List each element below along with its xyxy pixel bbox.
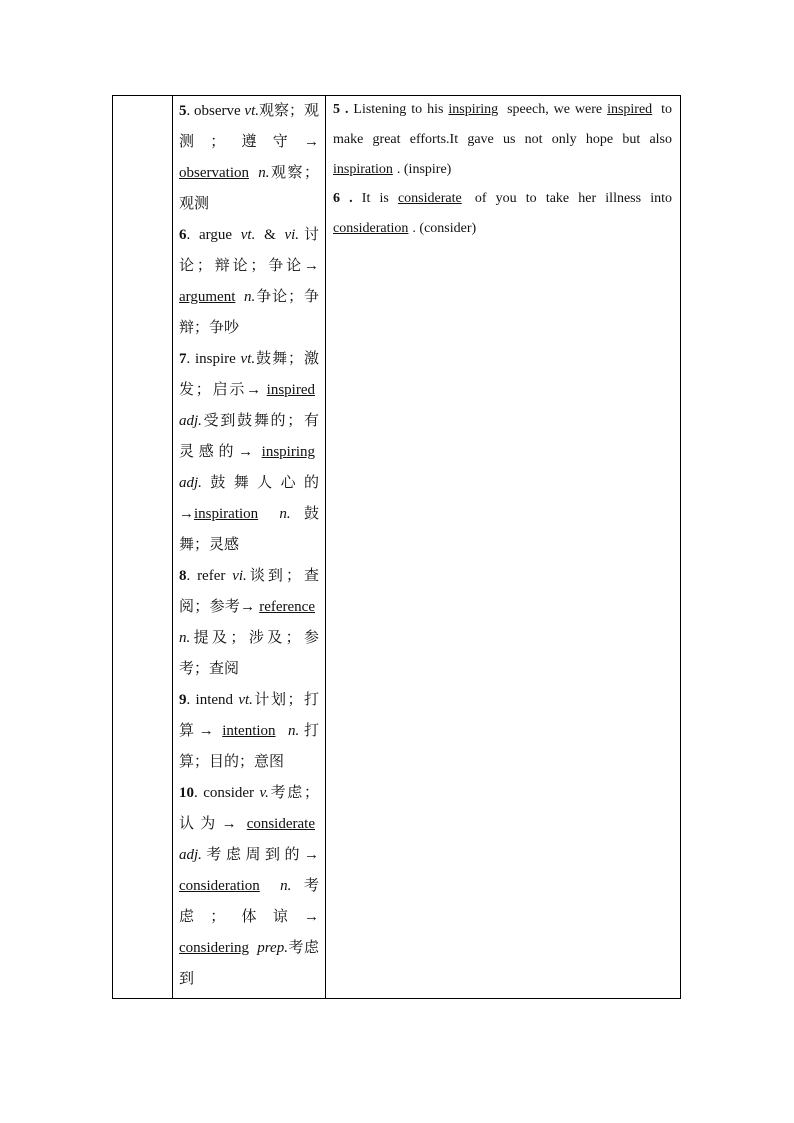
answer-blank: argument — [179, 289, 236, 305]
answer-blank: inspired — [266, 382, 315, 398]
vocab-entry-10: 10. consider v.考虑；认为→ considerate adj.考虑周到的→ consideration n.考虑；体谅→ considering prep.考虑到 — [179, 785, 320, 987]
answer-blank: considering — [179, 940, 249, 956]
answer-blank: consideration — [333, 221, 409, 236]
vocabulary-column — [173, 96, 326, 998]
sentence-6: 6 . It is considerate of you to take her illness into consideration . (consider) — [333, 191, 672, 236]
vocab-entry-6: 6. argue vt. & vi.讨论；辩论；争论→ argument n.争论；争辩；争吵 — [179, 227, 320, 336]
exercise-table — [112, 95, 681, 999]
vocab-entry-7: 7. inspire vt.鼓舞；激发；启示→ inspired adj.受到鼓舞的；有灵感的→ inspiring adj.鼓舞人心的→inspiration n.鼓舞；灵感 — [179, 351, 320, 553]
answer-blank: inspired — [607, 102, 653, 117]
answer-blank: inspiration — [333, 162, 393, 177]
blank-column — [113, 96, 173, 998]
answer-blank: observation — [179, 165, 249, 181]
vocab-entry-8: 8. refer vi.谈到；查阅；参考→ reference n.提及；涉及；参考；查阅 — [179, 568, 319, 677]
vocab-entry-5: 5. observe vt.观察；观测；遵守→ observation n.观察；观测 — [179, 103, 319, 212]
answer-blank: inspiring — [261, 444, 315, 460]
answer-blank: consideration — [179, 878, 260, 894]
sentence-column — [326, 96, 680, 998]
answer-blank: considerate — [397, 191, 462, 206]
answer-blank: reference — [259, 599, 315, 615]
vocab-entry-9: 9. intend vt.计划；打算→ intention n.打算；目的；意图 — [179, 692, 320, 770]
sentence-5: 5 . Listening to his inspiring speech, we were inspired to make great efforts.It gave us not only hope but also inspiration . (inspire) — [333, 102, 673, 177]
answer-blank: inspiration — [194, 506, 259, 522]
answer-blank: intention — [222, 723, 276, 739]
answer-blank: inspiring — [448, 102, 499, 117]
answer-blank: considerate — [246, 816, 315, 832]
